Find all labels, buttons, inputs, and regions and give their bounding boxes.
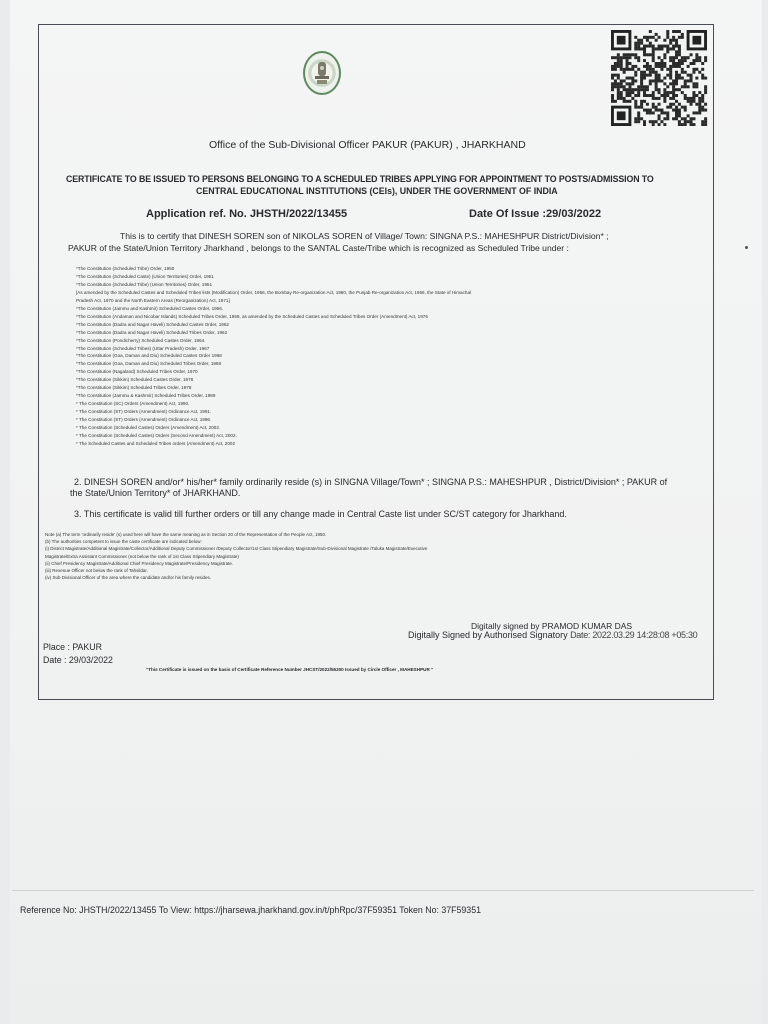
digital-signature-line2 xyxy=(408,630,697,640)
digital-signature-line1: Digitally signed by PRAMOD KUMAR DAS xyxy=(471,621,633,631)
residence-paragraph-line1: 2. DINESH SOREN and/or* his/her* family ordinarily reside (s) in SINGNA Village/Town* ; SINGNA P.S.: MAHESHPUR , District/Division* ; PAKUR of xyxy=(74,477,668,487)
order-item: *The Constitution (Pondicherry) Scheduled Castes Order, 1964. xyxy=(76,337,206,343)
order-item: *The Constitution (Goa, Daman and Diu) Scheduled Tribes Order, 1968 xyxy=(76,361,222,367)
constitution-orders-list xyxy=(76,265,706,448)
order-item: *The Constitution (Goa, Daman and Diu) Scheduled Castes Order 1968 xyxy=(76,353,222,359)
notes-section xyxy=(45,531,665,581)
paper-speck xyxy=(745,246,748,249)
order-item: *The Constitution (Dadra and Nagar Haveli) Scheduled Tribes Order, 1962 xyxy=(76,329,228,335)
state-emblem-icon xyxy=(303,51,341,95)
certificate-heading-line2: CENTRAL EDUCATIONAL INSTITUTIONS (CEIs), UNDER THE GOVERNMENT OF INDIA xyxy=(196,186,558,196)
order-item: * The Scheduled Castes and Scheduled Tribes orders (Amendment) Act, 2002 xyxy=(76,440,236,446)
paper-fold-line xyxy=(12,890,754,891)
order-item: * The Constitution (ST) Orders (Amendment) Ordinance Act, 1991. xyxy=(76,409,212,415)
note-line: (ii) Chief Presidency Magistrate/Additional Chief Presidency Magistrate/Presidency Magistrate. xyxy=(45,560,234,566)
note-line: (i) District Magistrate/Additional Magistrate/Collector/Additional Deputy Commissioner /Deputy Collector/1st Class Stipendiary Magistrate/Sub-Divisional Magistrate /Taluka Magistrate/Executive xyxy=(45,546,428,552)
reference-footer: Reference No: JHSTH/2022/13455 To View: https://jharsewa.jharkhand.gov.in/t/phRpc/37F59351 Token No: 37F59351 xyxy=(20,905,481,915)
certification-paragraph-line2: PAKUR of the State/Union Territory Jharkhand , belongs to the SANTAL Caste/Tribe which is recognized as Scheduled Tribe under : xyxy=(68,243,569,253)
order-item: Pradesh Act, 1970 and the North Eastern Areas (Reorganization) Act, 1971] xyxy=(76,297,230,303)
order-item: * The Constitution (ST) Orders (Amendment) Ordinance Act, 1996. xyxy=(76,417,212,423)
order-item: *The Constitution (Andaman and Nicobar Islands) Scheduled Tribes Order, 1959, as amended by the Scheduled Castes and Scheduled Tribes Order (Amendment) Act, 1976 xyxy=(76,313,428,319)
order-item: *The Constitution (Nagaland) Scheduled Tribes Order, 1970 xyxy=(76,369,198,375)
order-item: *The Constitution (Sikkim) Scheduled Castes Order, 1978 xyxy=(76,377,194,383)
signature-date: Date: 2022.03.29 14:28:08 +05:30 xyxy=(570,630,698,640)
validity-paragraph: 3. This certificate is valid till further orders or till any change made in Central Caste list under SC/ST category for Jharkhand. xyxy=(74,509,567,519)
office-line: Office of the Sub-Divisional Officer PAKUR (PAKUR) , JHARKHAND xyxy=(209,139,526,151)
order-item: *The Constitution (Jammu & Kashmir) Scheduled Tribes Order, 1989 xyxy=(76,393,216,399)
order-item: *The Constitution (Scheduled Tribes) (Uttar Pradesh) Order, 1967 xyxy=(76,345,210,351)
note-line: (iii) Revenue Officer not below the rank of Tahsildar. xyxy=(45,568,148,574)
order-item: *The Constitution (Scheduled Caste) (Union Territories) Order, 1951 xyxy=(76,273,214,279)
place-field: Place : PAKUR xyxy=(43,642,102,652)
order-item: [As amended by the Scheduled Castes and Scheduled Tribes lists (Modification) Order, 1956, the Bombay Re-organization Act, 1960, the Punjab Re-organization Act, 1966, the State of Himachal xyxy=(76,289,472,295)
qr-code xyxy=(611,30,709,126)
order-item: * The Constitution (Scheduled Castes) Orders (Amendment) Act, 2002. xyxy=(76,425,221,431)
order-item: *The Constitution (Scheduled Tribe) Order, 1950 xyxy=(76,266,175,271)
date-of-issue: Date Of Issue :29/03/2022 xyxy=(469,208,602,220)
order-item: * The Constitution (Scheduled Castes) Orders (Second Amendment) Act, 2002. xyxy=(76,433,237,439)
certification-paragraph-line1: This is to certify that DINESH SOREN son of NIKOLAS SOREN of Village/ Town: SINGNA P.S.: MAHESHPUR District/Division* ; xyxy=(120,231,609,241)
application-ref: Application ref. No. JHSTH/2022/13455 xyxy=(146,208,348,220)
date-field: Date : 29/03/2022 xyxy=(43,655,113,665)
note-line: (b) The authorities competent to issue the caste certificate are indicated below: xyxy=(45,539,202,545)
order-item: * The Constitution (SC) Orders (Amendment) Act, 1990. xyxy=(76,401,190,407)
residence-paragraph-line2: the State/Union Territory* of JHARKHAND. xyxy=(70,488,241,498)
order-item: *The Constitution (Jammu and Kashmir) Scheduled Castes Order, 1956. xyxy=(76,305,224,311)
note-line: (iv) Sub Divisional Officer of the area where the candidate and/or his family resides. xyxy=(45,575,211,581)
order-item: *The Constitution (Scheduled Tribe) (Union Territories) Order, 1951 xyxy=(76,281,213,287)
order-item: *The Constitution (Dadra and Nagar Haveli) Scheduled Castes Order, 1962 xyxy=(76,321,229,327)
note-line: Note (a) The term 'ordinarily reside' (s) used here will have the same meaning as in Section 20 of the Representation of the People Act, 1950. xyxy=(45,532,327,537)
order-item: *The Constitution (Sikkim) Scheduled Tribes Order, 1978 xyxy=(76,385,192,391)
certificate-heading-line1: CERTIFICATE TO BE ISSUED TO PERSONS BELONGING TO A SCHEDULED TRIBES APPLYING FOR APPOINTMENT TO POSTS/ADMISSION TO xyxy=(66,174,654,184)
signature-text: Digitally Signed by Authorised Signatory xyxy=(408,630,568,640)
note-line: Magistrate/Extra Assistant Commissioner (not below the rank of 1st Class Stipendiary Magistrate) xyxy=(45,553,239,559)
basis-note: "This Certificate is issued on the basis of Certificate Reference Number JHCST/2022/55200 Issued by Circle Officer , MAHESHPUR " xyxy=(146,667,434,672)
